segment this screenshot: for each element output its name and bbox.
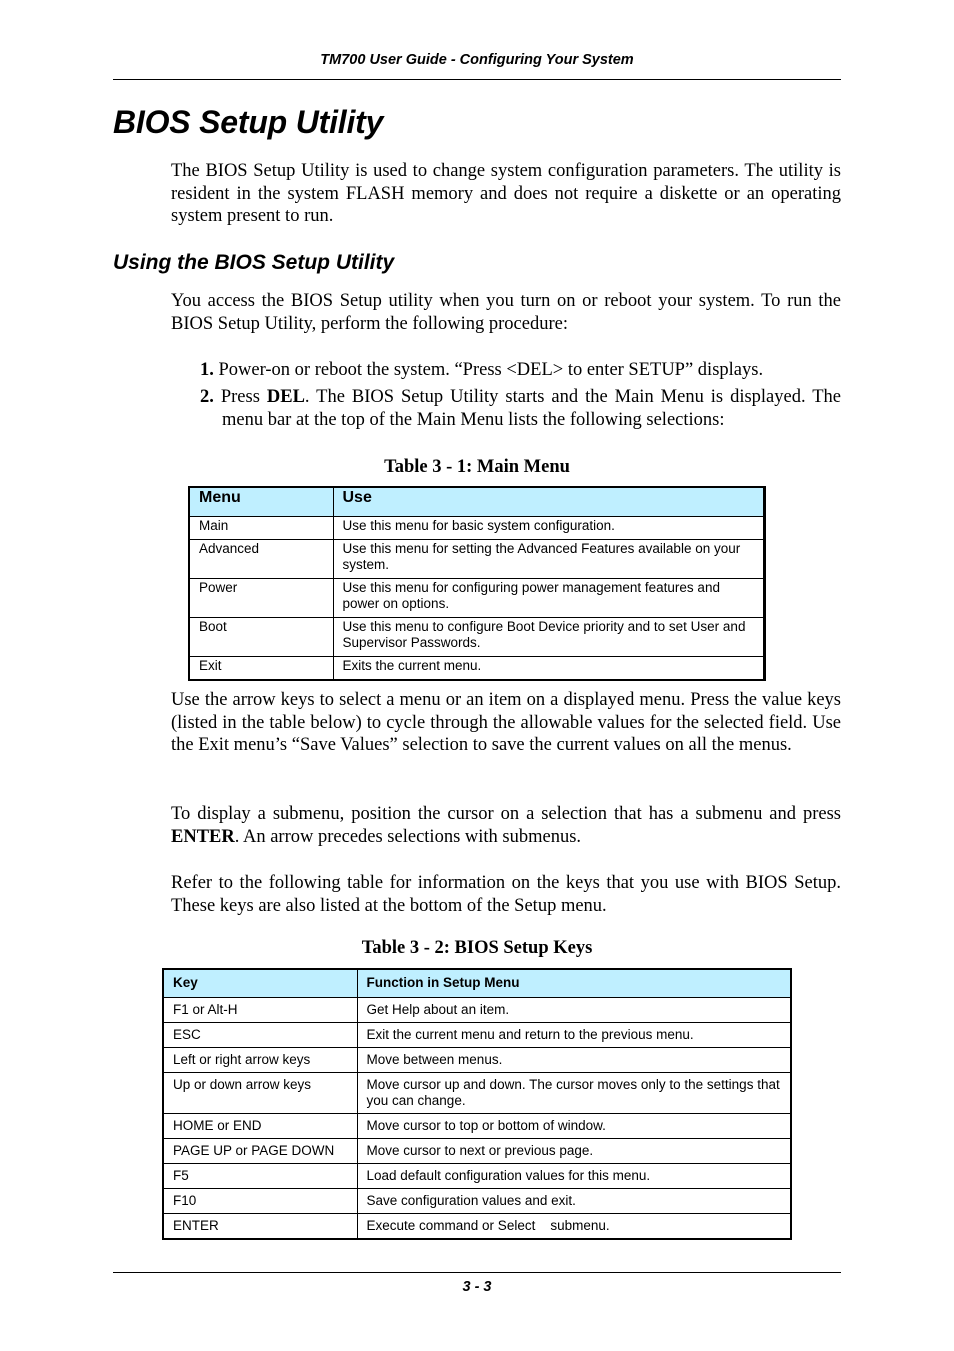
subsection-intro: You access the BIOS Setup utility when you turn on or reboot your system. To run the BIOS Setup Utility, perform the following procedure:: [171, 291, 841, 334]
paragraph-text: . An arrow precedes selections with submenus.: [234, 826, 582, 847]
arrow-keys-paragraph: Use the arrow keys to select a menu or an item on a displayed menu. Press the value keys (listed in the table below) to cycle through the allowable values for the selected field. Use the Exit menu’s “Save Values” selection to save the current values on all the menus.: [171, 690, 841, 756]
step-1: [200, 359, 841, 382]
step-2: [200, 386, 841, 431]
table-row: [189, 539, 765, 578]
page-number: 3 - 3: [462, 1279, 492, 1295]
step-number: 1.: [200, 360, 214, 380]
table-row: [163, 1139, 791, 1164]
main-menu-table: [188, 486, 766, 681]
column-header: Menu: [189, 487, 333, 516]
submenu-paragraph: [171, 803, 841, 848]
table-row: [163, 1214, 791, 1240]
table-row: [163, 1114, 791, 1139]
column-header: Key: [163, 969, 357, 998]
table-cell-key: Up or down arrow keys: [163, 1073, 357, 1114]
subsection-title: Using the BIOS Setup Utility: [113, 251, 395, 274]
table-cell-description: Move cursor to next or previous page.: [357, 1139, 791, 1164]
table-cell-description: Exit the current menu and return to the previous menu.: [357, 1023, 791, 1048]
table-cell-key: HOME or END: [163, 1114, 357, 1139]
table-row: [163, 1023, 791, 1048]
table-row: [189, 656, 765, 680]
table-cell-description: Move cursor up and down. The cursor moves only to the settings that you can change.: [357, 1073, 791, 1114]
table-row: [189, 617, 765, 656]
column-header: Function in Setup Menu: [357, 969, 791, 998]
table-cell-key: F5: [163, 1164, 357, 1189]
table-row: [189, 516, 765, 539]
bios-setup-keys-table: [162, 968, 792, 1240]
table-cell-key: ENTER: [163, 1214, 357, 1240]
table-cell-description: Save configuration values and exit.: [357, 1189, 791, 1214]
table-cell-key: ESC: [163, 1023, 357, 1048]
footer-rule: [113, 1272, 841, 1273]
table-row: [163, 998, 791, 1023]
table-cell-description: Use this menu for configuring power management features and power on options.: [333, 578, 765, 617]
table-row: [189, 578, 765, 617]
table-cell-description: Move cursor to top or bottom of window.: [357, 1114, 791, 1139]
table-row: [163, 1189, 791, 1214]
table-cell-description: Use this menu for basic system configuration.: [333, 516, 765, 539]
running-header: TM700 User Guide - Configuring Your System: [320, 52, 634, 68]
key-name: DEL: [266, 387, 305, 407]
header-rule: [113, 79, 841, 80]
table-caption: Table 3 - 1: Main Menu: [384, 457, 570, 477]
table-cell-description: Exits the current menu.: [333, 656, 765, 680]
table-cell-key: Advanced: [189, 539, 333, 578]
table-cell-description: Get Help about an item.: [357, 998, 791, 1023]
section-title: BIOS Setup Utility: [113, 104, 384, 140]
table-cell-description: Execute command or Select submenu.: [357, 1214, 791, 1240]
step-text: . The BIOS Setup Utility starts and the Main Menu is displayed. The menu bar at the top of the Main Menu lists the following selections:: [222, 387, 841, 430]
table-caption: Table 3 - 2: BIOS Setup Keys: [361, 938, 593, 958]
table-cell-key: Power: [189, 578, 333, 617]
column-header: Use: [333, 487, 765, 516]
refer-paragraph: Refer to the following table for information on the keys that you use with BIOS Setup. These keys are also listed at the bottom of the Setup menu.: [171, 873, 841, 916]
table-cell-key: Boot: [189, 617, 333, 656]
table-cell-description: Use this menu for setting the Advanced Features available on your system.: [333, 539, 765, 578]
table-cell-key: Main: [189, 516, 333, 539]
step-text: Power-on or reboot the system. “Press <DEL> to enter SETUP” displays.: [218, 360, 764, 380]
table-cell-key: F1 or Alt-H: [163, 998, 357, 1023]
step-text: Press: [220, 387, 267, 407]
section-intro: The BIOS Setup Utility is used to change system configuration parameters. The utility is resident in the system FLASH memory and does not require a diskette or an operating system present to run.: [171, 161, 841, 227]
table-cell-key: PAGE UP or PAGE DOWN: [163, 1139, 357, 1164]
step-number: 2.: [200, 387, 214, 407]
table-cell-description: Use this menu to configure Boot Device priority and to set User and Supervisor Passwords.: [333, 617, 765, 656]
table-cell-description: Load default configuration values for this menu.: [357, 1164, 791, 1189]
table-cell-key: Left or right arrow keys: [163, 1048, 357, 1073]
paragraph-text: To display a submenu, position the cursor on a selection that has a submenu and press: [171, 804, 841, 824]
key-name: ENTER: [171, 826, 235, 847]
table-cell-key: Exit: [189, 656, 333, 680]
table-cell-key: F10: [163, 1189, 357, 1214]
table-header-row: [189, 487, 765, 516]
table-row: [163, 1073, 791, 1114]
table-row: [163, 1048, 791, 1073]
table-header-row: [163, 969, 791, 998]
table-row: [163, 1164, 791, 1189]
table-cell-description: Move between menus.: [357, 1048, 791, 1073]
